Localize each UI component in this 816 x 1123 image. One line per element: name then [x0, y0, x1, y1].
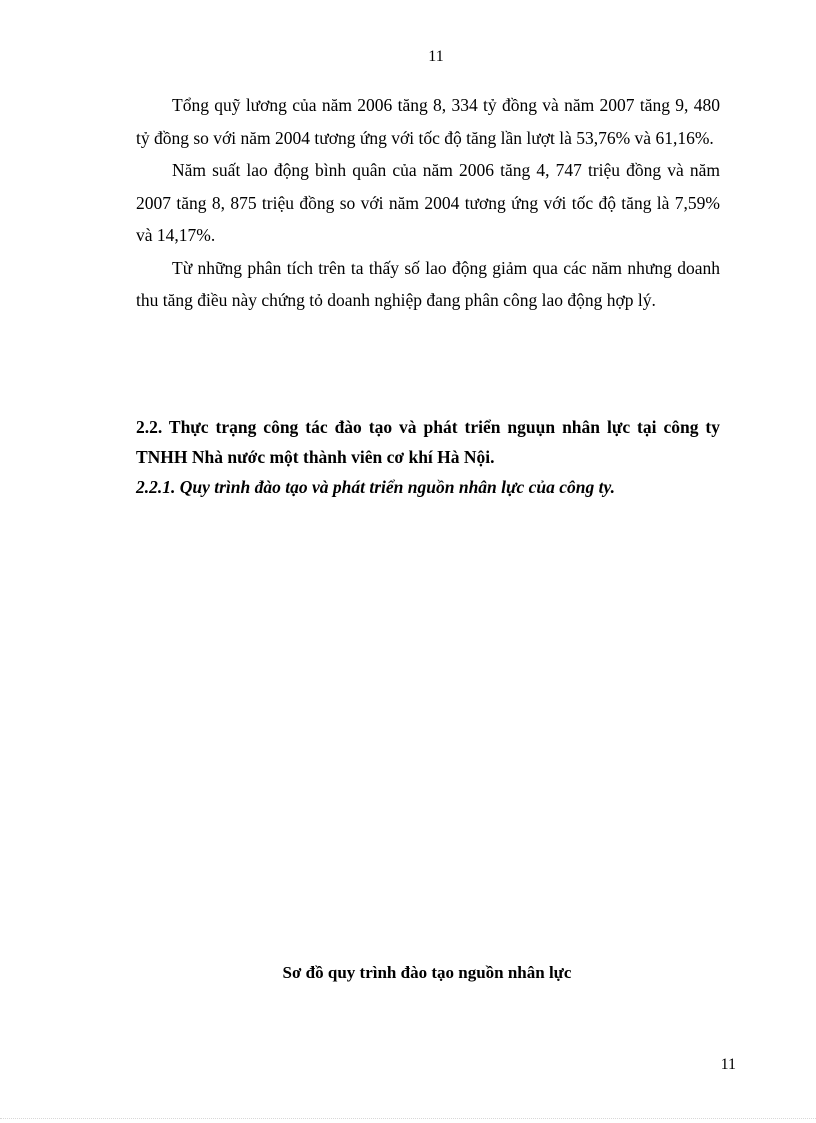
- section-heading: 2.2. Thực trạng công tác đào tạo và phát triển nguụn nhân lực tại công ty TNHH Nhà nước một thành viên cơ khí Hà Nội.: [136, 417, 720, 467]
- paragraph-salary-fund: Tổng quỹ lương của năm 2006 tăng 8, 334 tỷ đồng và năm 2007 tăng 9, 480 tỷ đồng so với năm 2004 tương ứng với tốc độ tăng lần lượt là 53,76% và 61,16%.: [136, 95, 720, 148]
- paragraph-labor-productivity: Năm suất lao động bình quân của năm 2006 tăng 4, 747 triệu đồng và năm 2007 tăng 8, 875 triệu đồng so với năm 2004 tương ứng với tốc độ tăng là 7,59% và 14,17%.: [136, 160, 720, 245]
- footer-page-number: 11: [720, 1056, 736, 1073]
- subsection-heading: 2.2.1. Quy trình đào tạo và phát triển nguồn nhân lực của công ty.: [136, 477, 616, 497]
- diagram-title: Sơ đồ quy trình đào tạo nguồn nhân lực: [282, 963, 572, 982]
- body-text: [136, 89, 720, 317]
- footer-divider: [0, 1118, 816, 1119]
- paragraph-analysis-conclusion: Từ những phân tích trên ta thấy số lao động giảm qua các năm nhưng doanh thu tăng điều này chứng tỏ doanh nghiệp đang phân công lao động hợp lý.: [136, 257, 720, 310]
- header-page-number: 11: [428, 48, 444, 65]
- section-block: [136, 412, 720, 502]
